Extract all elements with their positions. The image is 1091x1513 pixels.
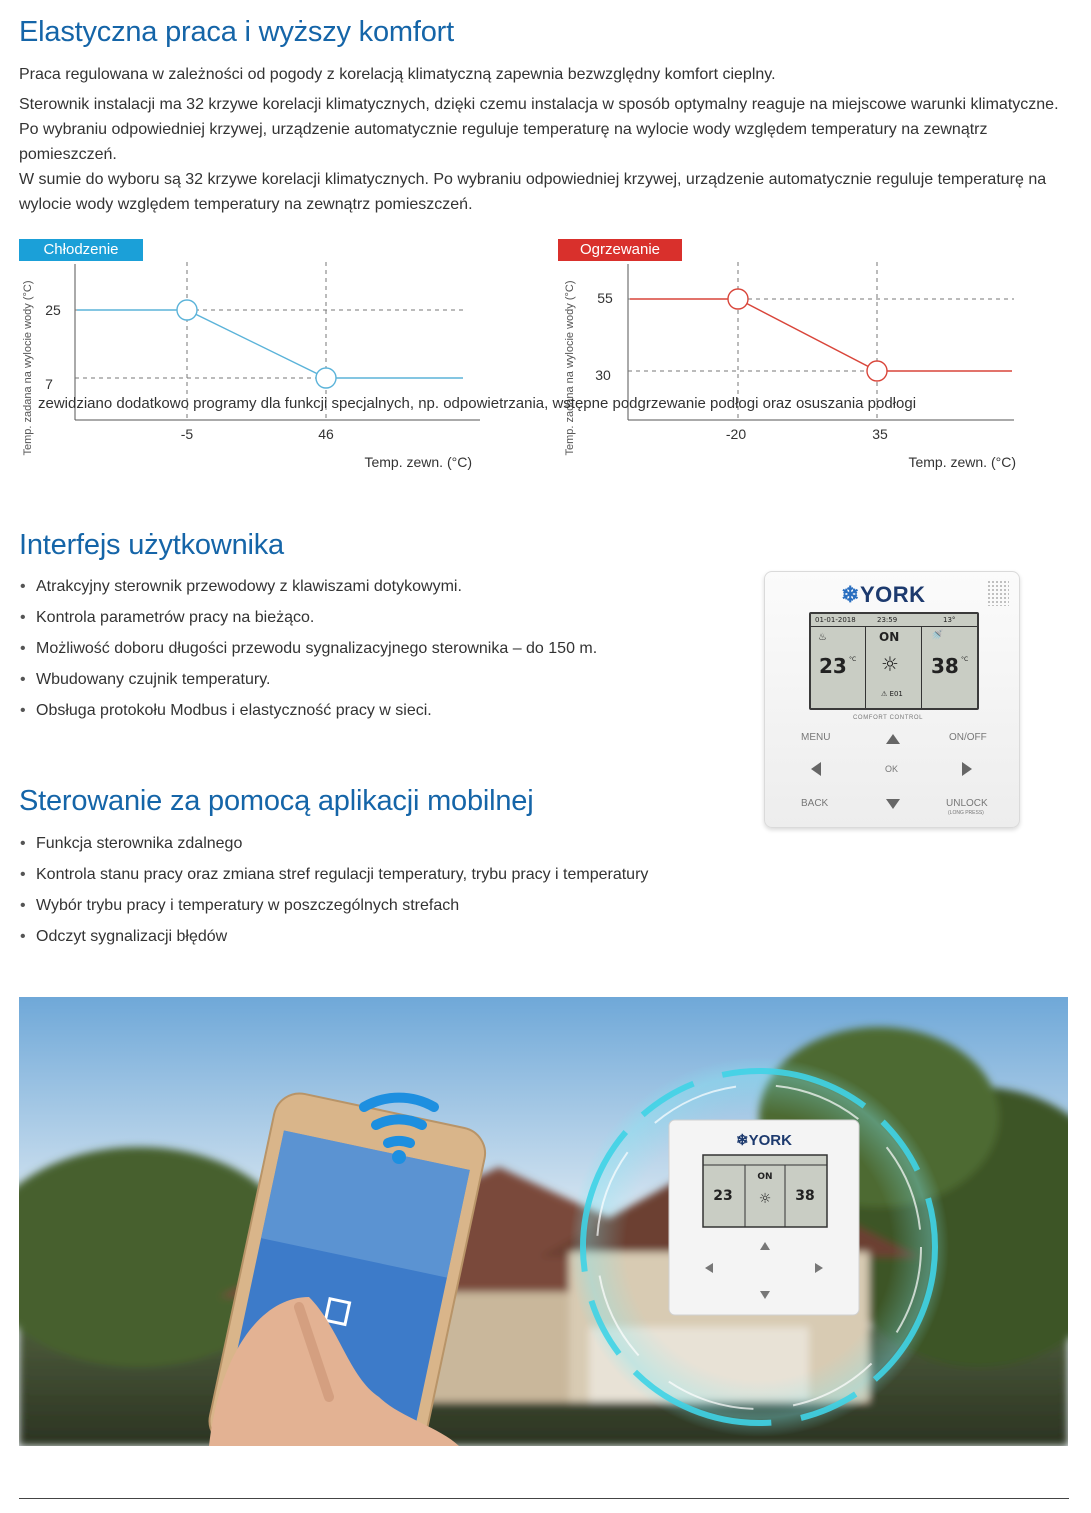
lcd-zone-temp: 23 — [819, 654, 847, 678]
unlock-hint: (LONG PRESS) — [948, 810, 984, 816]
section-title-mobile-app: Sterowanie za pomocą aplikacji mobilnej — [19, 785, 534, 817]
lcd-date: 01-01-2018 — [815, 616, 856, 624]
y-tick-label-1: 25 — [45, 302, 61, 318]
x-tick-label-2: 35 — [872, 426, 888, 442]
list-item: • Wybór trybu pracy i temperatury w poszczególnych strefach — [19, 896, 648, 927]
cooling-tag: Chłodzenie — [19, 239, 143, 261]
lcd-time: 23:59 — [877, 616, 898, 624]
y-axis-label: Temp. zadana na wylocie wody (°C) — [564, 280, 576, 456]
right-arrow-icon[interactable] — [962, 762, 972, 776]
y-tick-label-2: 7 — [45, 376, 53, 392]
svg-text:❄YORK: ❄YORK — [736, 1132, 792, 1149]
cooling-chart — [15, 262, 485, 477]
list-item: • Kontrola stanu pracy oraz zmiana stref regulacji temperatury, trybu pracy i temperatury — [19, 865, 648, 896]
footer-divider — [19, 1498, 1069, 1499]
summary-paragraph: W sumie do wyboru są 32 krzywe korelacji klimatycznych. Po wybraniu odpowiedniej krzywej, urządzenie automatycznie reguluje temperaturę na wylocie wody względem temperatury na zewnątrz pomieszczeń. — [19, 171, 1047, 213]
sun-icon: ☼ — [881, 652, 899, 676]
list-item: • Atrakcyjny sterownik przewodowy z klawiszami dotykowymi. — [19, 577, 597, 608]
lcd-screen — [809, 612, 979, 710]
x-tick-label-1: -5 — [180, 426, 194, 442]
special-programs-note: zewidziano dodatkowo programy dla funkcji specjalnych, np. odpowietrzania, wstępne podgrzewanie podłogi oraz osuszania podłogi — [38, 395, 917, 412]
y-tick-label-2: 30 — [595, 367, 611, 383]
sensor-grille — [987, 580, 1009, 606]
y-axis-label: Temp. zadana na wylocie wody (°C) — [22, 280, 34, 456]
up-arrow-icon[interactable] — [886, 734, 900, 744]
svg-text:23: 23 — [713, 1188, 733, 1204]
unlock-key[interactable]: UNLOCK — [946, 798, 988, 809]
back-key[interactable]: BACK — [801, 798, 829, 809]
york-logo: ❄YORK — [841, 582, 926, 607]
list-item: • Możliwość doboru długości przewodu sygnalizacyjnego sterownika – do 150 m. — [19, 639, 597, 670]
description-paragraph: Sterownik instalacji ma 32 krzywe korelacji klimatycznych, dzięki czemu instalacja w sposób optymalny reaguje na miejscowe warunki klimatyczne. Po wybraniu odpowiedniej krzywej, urządzenie automatycznie reguluje temperaturę na wylocie wody względem temperatury na zewnątrz pomieszczeń. — [19, 96, 1059, 163]
menu-key[interactable]: MENU — [801, 732, 831, 743]
wired-controller-image — [764, 571, 1020, 828]
tap-water-icon: 🚿 — [931, 630, 944, 641]
lcd-zone-unit: °C — [849, 656, 857, 663]
svg-text:☼: ☼ — [758, 1191, 772, 1207]
y-tick-label-1: 55 — [597, 290, 613, 306]
data-point-1 — [177, 300, 197, 320]
ok-key[interactable]: OK — [885, 764, 899, 774]
section-title-user-interface: Interfejs użytkownika — [19, 529, 284, 561]
heating-chart — [556, 262, 1026, 477]
x-axis-label: Temp. zewn. (°C) — [908, 454, 1016, 470]
comfort-control-caption: COMFORT CONTROL — [853, 715, 924, 721]
x-tick-label-1: -20 — [725, 426, 747, 442]
heating-series-line — [630, 299, 1012, 371]
lcd-error-code: ⚠ E01 — [881, 690, 903, 698]
snowflake-icon: ❄ — [841, 582, 860, 607]
floor-heating-icon: ♨ — [818, 632, 827, 643]
lcd-on-status: ON — [879, 630, 900, 644]
lcd-outdoor-temp: 13° — [943, 616, 956, 624]
data-point-1 — [728, 289, 748, 309]
svg-text:38: 38 — [795, 1188, 815, 1204]
user-interface-list — [19, 577, 597, 732]
x-axis-label: Temp. zewn. (°C) — [364, 454, 472, 470]
data-point-2 — [867, 361, 887, 381]
section-title-flexible-work: Elastyczna praca i wyższy komfort — [19, 16, 454, 48]
list-item: • Odczyt sygnalizacji błędów — [19, 927, 648, 958]
lcd-tank-temp: 38 — [931, 654, 959, 678]
lcd-tank-unit: °C — [961, 656, 969, 663]
down-arrow-icon[interactable] — [886, 799, 900, 809]
smart-home-photo — [19, 997, 1068, 1446]
svg-text:ON: ON — [757, 1172, 773, 1182]
list-item: • Obsługa protokołu Modbus i elastyczność pracy w sieci. — [19, 701, 597, 732]
intro-paragraph: Praca regulowana w zależności od pogody z korelacją klimatyczną zapewnia bezwzględny komfort cieplny. — [19, 66, 776, 83]
mobile-app-list — [19, 834, 648, 958]
heating-tag: Ogrzewanie — [558, 239, 682, 261]
list-item: • Wbudowany czujnik temperatury. — [19, 670, 597, 701]
left-arrow-icon[interactable] — [811, 762, 821, 776]
onoff-key[interactable]: ON/OFF — [949, 732, 987, 743]
cooling-series-line — [77, 310, 463, 378]
list-item: • Funkcja sterownika zdalnego — [19, 834, 648, 865]
photo-controller — [669, 1120, 859, 1315]
list-item: • Kontrola parametrów pracy na bieżąco. — [19, 608, 597, 639]
data-point-2 — [316, 368, 336, 388]
x-tick-label-2: 46 — [318, 426, 334, 442]
